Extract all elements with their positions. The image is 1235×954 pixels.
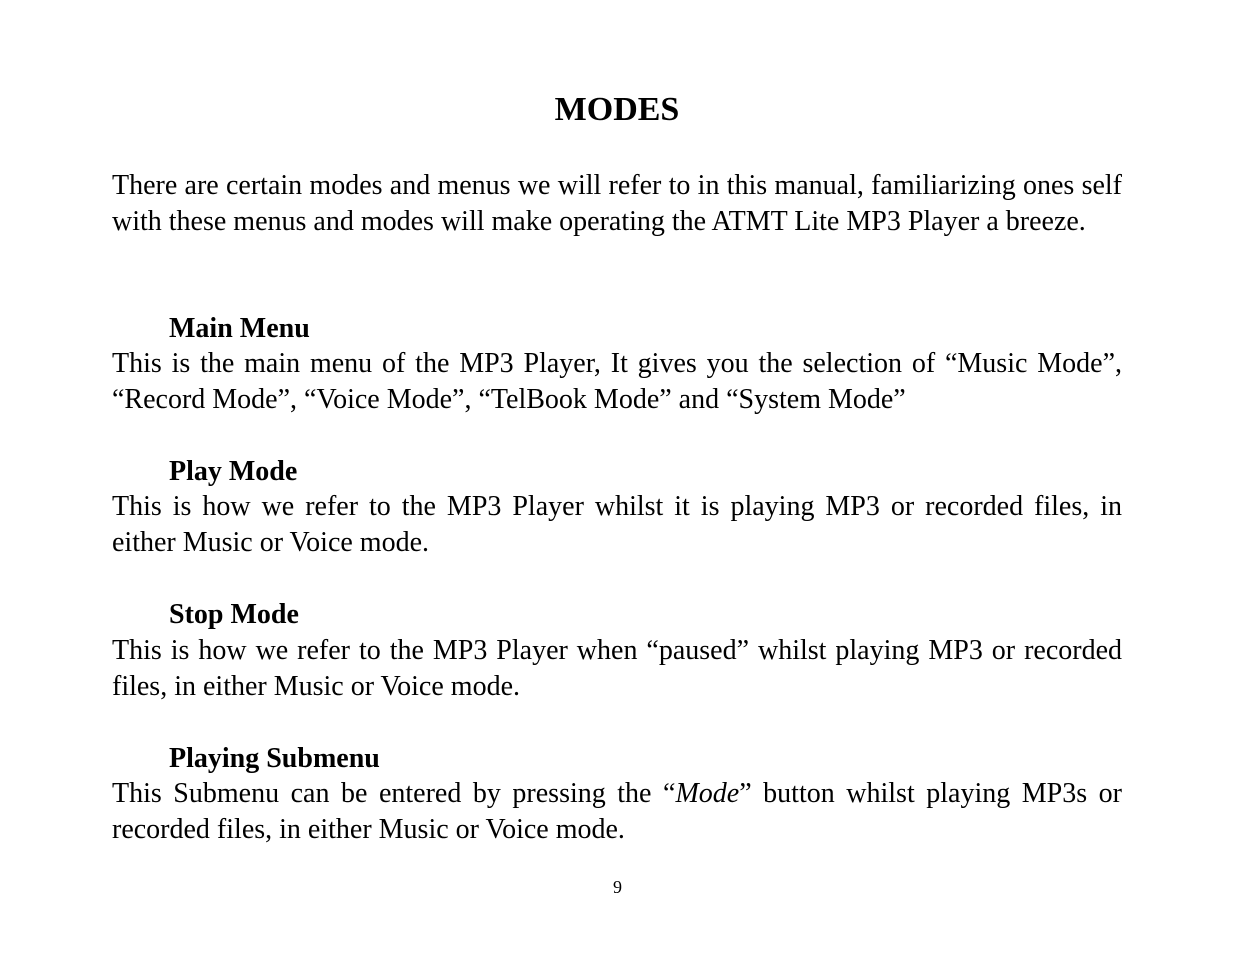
section-heading-play-mode: Play Mode <box>169 456 298 487</box>
section-body-stop-mode: This is how we refer to the MP3 Player when “paused” whilst playing MP3 or recorded files, in either Music or Voice mode. <box>112 635 1122 702</box>
page-title: MODES <box>554 91 680 128</box>
section-body-play-mode: This is how we refer to the MP3 Player whilst it is playing MP3 or recorded files, in either Music or Voice mode. <box>112 491 1122 558</box>
intro-paragraph: There are certain modes and menus we will refer to in this manual, familiarizing ones self with these menus and modes will make operating the ATMT Lite MP3 Player a breeze. <box>112 170 1122 237</box>
section-heading-playing-submenu: Playing Submenu <box>169 743 380 774</box>
page-number: 9 <box>613 877 622 897</box>
section-heading-main-menu: Main Menu <box>169 313 310 344</box>
body-text-before: This Submenu can be entered by pressing the “ <box>112 778 676 809</box>
mode-button-name: Mode <box>675 778 740 809</box>
section-body-main-menu: This is the main menu of the MP3 Player, It gives you the selection of “Music Mode”, “Record Mode”, “Voice Mode”, “TelBook Mode” and “System Mode” <box>112 348 1122 415</box>
section-heading-stop-mode: Stop Mode <box>169 599 299 630</box>
body-text-after: ” button whilst playing MP3s or recorded files, in either Music or Voice mode. <box>112 778 1122 845</box>
section-body-playing-submenu <box>112 776 1122 848</box>
